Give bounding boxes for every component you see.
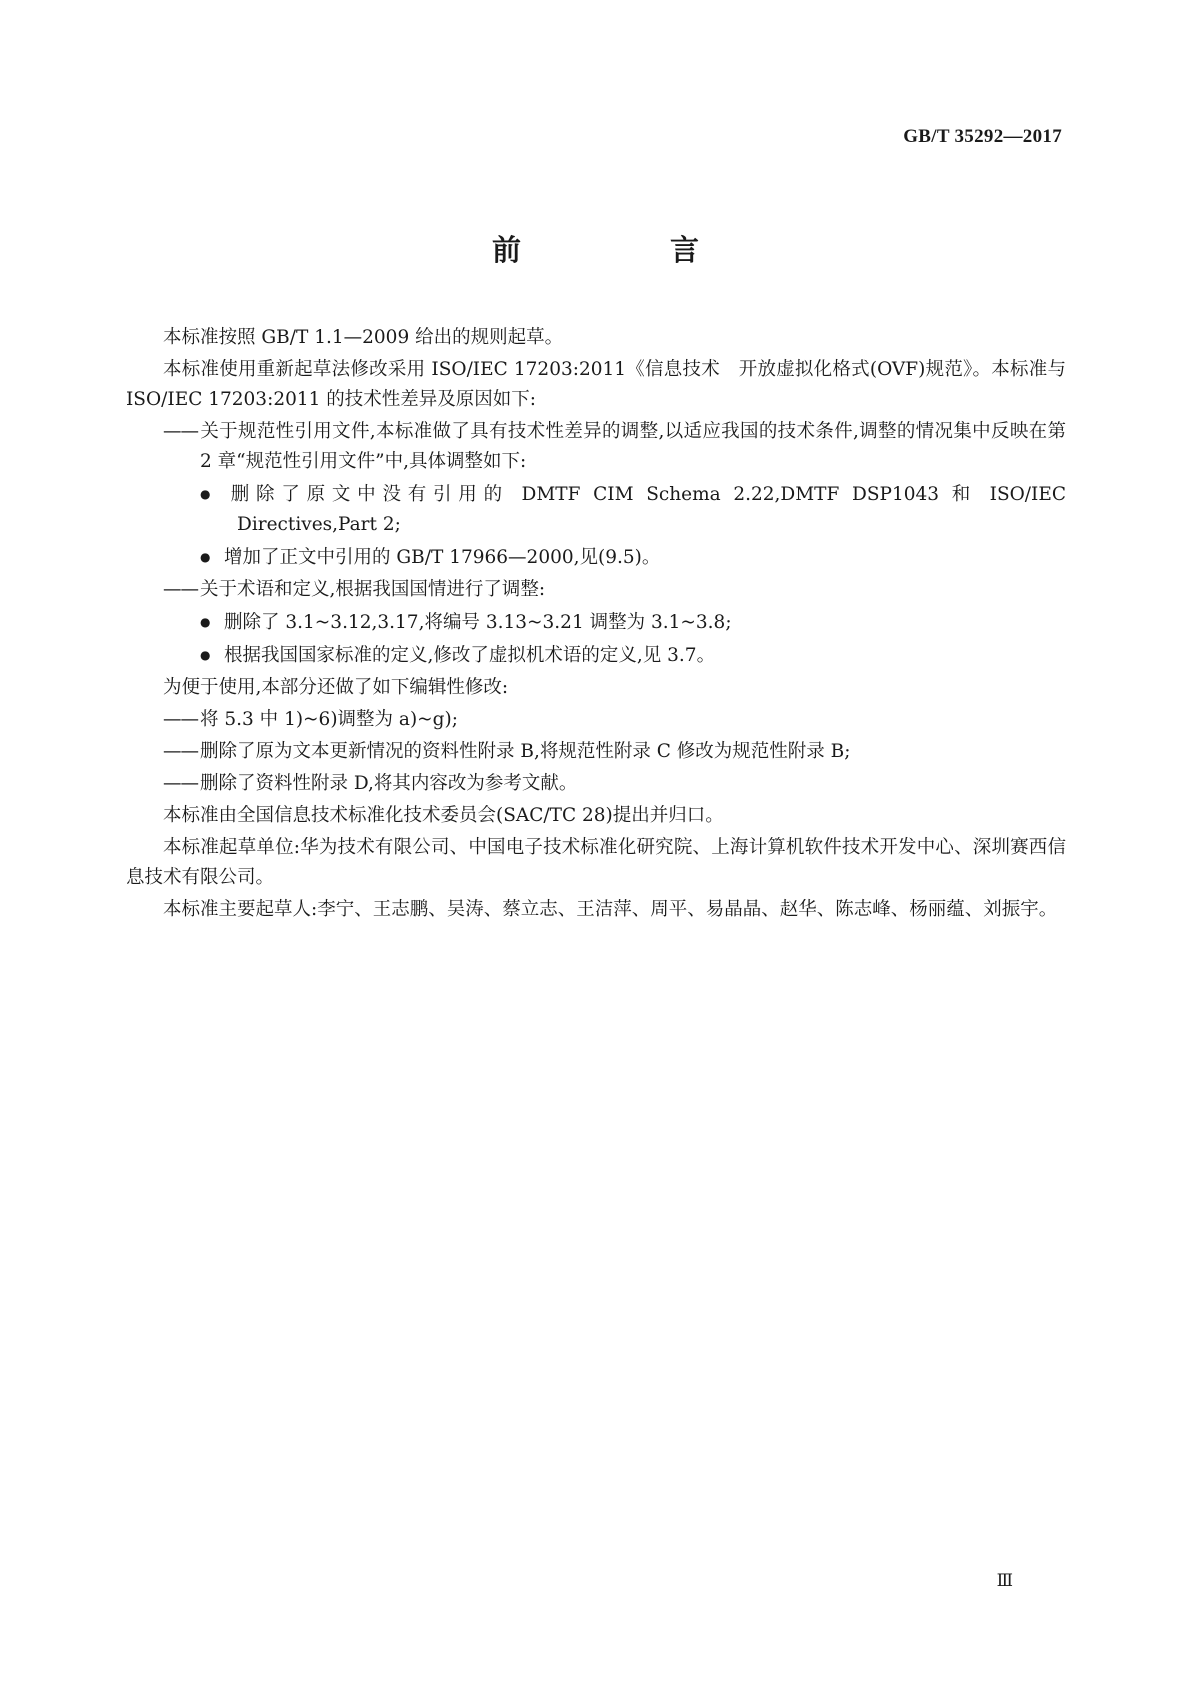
foreword-body	[126, 323, 1066, 927]
paragraph-proposer: 本标准由全国信息技术标准化技术委员会(SAC/TC 28)提出并归口。	[163, 805, 724, 826]
dash-item-normative-references: —— 关于规范性引用文件,本标准做了具有技术性差异的调整,以适应我国的技术条件,调整的情况集中反映在第 2 章“规范性引用文件”中,具体调整如下:	[126, 417, 1066, 477]
bullet-item-renumbered-terms: ● 删除了 3.1~3.12,3.17,将编号 3.13~3.21 调整为 3.1~3.8;	[126, 607, 1066, 638]
bullet-item-vm-definition: ● 根据我国国家标准的定义,修改了虚拟机术语的定义,见 3.7。	[126, 640, 1066, 671]
dash-item-annex-b: —— 删除了原为文本更新情况的资料性附录 B,将规范性附录 C 修改为规范性附录 B;	[126, 737, 1066, 767]
page-title: 前 言	[491, 233, 759, 267]
dash-item-terms-definitions: —— 关于术语和定义,根据我国国情进行了调整:	[126, 575, 1066, 605]
standard-number: GB/T 35292—2017	[903, 126, 1062, 147]
bullet-item-deleted-references: ● 删除了原文中没有引用的 DMTF CIM Schema 2.22,DMTF DSP1043 和 ISO/IEC Directives,Part 2;	[126, 479, 1066, 540]
bullet-item-added-reference: ● 增加了正文中引用的 GB/T 17966—2000,见(9.5)。	[126, 542, 1066, 573]
paragraph-adoption: 本标准使用重新起草法修改采用 ISO/IEC 17203:2011《信息技术 开放虚拟化格式(OVF)规范》。本标准与 ISO/IEC 17203:2011 的技术性差异及原因如下:	[126, 359, 1066, 410]
paragraph-drafters: 本标准主要起草人:李宁、王志鹏、吴涛、蔡立志、王洁萍、周平、易晶晶、赵华、陈志峰、杨丽蕴、刘振宇。	[163, 899, 1058, 920]
paragraph-drafting-rules: 本标准按照 GB/T 1.1—2009 给出的规则起草。	[163, 327, 564, 348]
paragraph-drafting-units: 本标准起草单位:华为技术有限公司、中国电子技术标准化研究院、上海计算机软件技术开发中心、深圳赛西信息技术有限公司。	[126, 837, 1066, 888]
page-number: Ⅲ	[996, 1571, 1013, 1590]
paragraph-editorial-changes: 为便于使用,本部分还做了如下编辑性修改:	[163, 677, 509, 698]
dash-item-annex-d: —— 删除了资料性附录 D,将其内容改为参考文献。	[126, 769, 1066, 799]
dash-item-renumber-list: —— 将 5.3 中 1)~6)调整为 a)~g);	[126, 705, 1066, 735]
